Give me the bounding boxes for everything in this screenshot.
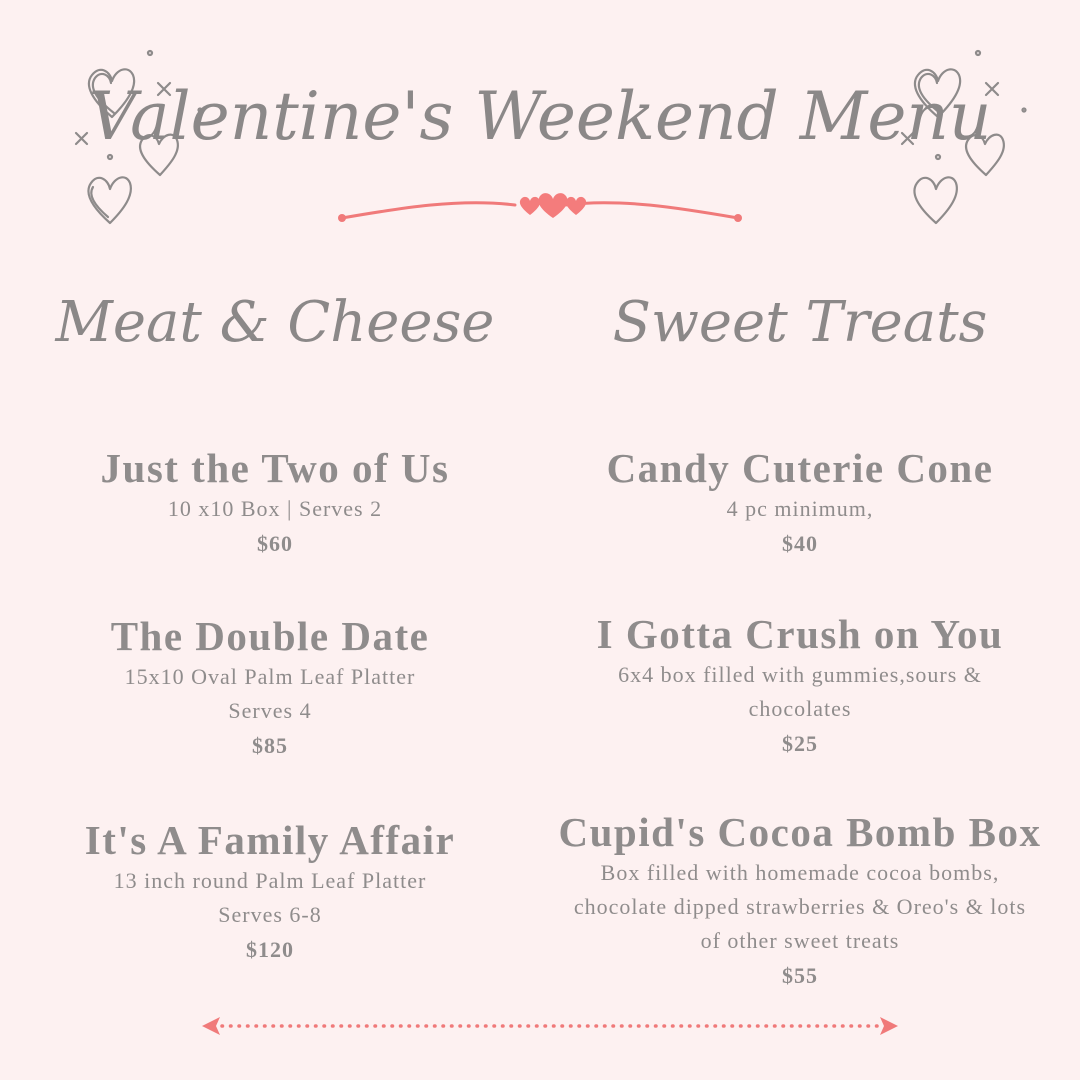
item-price: $60: [257, 531, 293, 556]
item-description: of other sweet treats: [700, 928, 900, 953]
item-name: Just the Two of Us: [100, 445, 450, 491]
item-name: It's A Family Affair: [84, 817, 456, 863]
item-description: 6x4 box filled with gummies,sours &: [618, 662, 982, 687]
menu-item: [530, 808, 1070, 994]
item-name: Candy Cuterie Cone: [606, 445, 994, 491]
menu-item: [530, 610, 1070, 762]
item-price: $25: [782, 731, 818, 756]
menu-title: Valentine's Weekend Menu: [88, 78, 992, 155]
section-title-meat-cheese: Meat & Cheese: [55, 290, 495, 355]
item-description: 10 x10 Box | Serves 2: [167, 496, 383, 521]
item-description: Serves 4: [228, 698, 312, 723]
item-price: $120: [246, 937, 294, 962]
item-price: $55: [782, 963, 818, 988]
hearts-divider-icon: [320, 188, 760, 228]
item-description: chocolate dipped strawberries & Oreo's & lots: [573, 894, 1027, 919]
section-title-sweet-treats: Sweet Treats: [612, 290, 988, 355]
menu-item: [5, 444, 545, 562]
item-description: chocolates: [748, 696, 852, 721]
item-name: Cupid's Cocoa Bomb Box: [558, 809, 1042, 855]
item-description: Box filled with homemade cocoa bombs,: [600, 860, 1000, 885]
menu-item: [0, 816, 540, 968]
item-price: $85: [252, 733, 288, 758]
item-description: 4 pc minimum,: [726, 496, 874, 521]
item-price: $40: [782, 531, 818, 556]
item-name: The Double Date: [110, 613, 430, 659]
item-name: I Gotta Crush on You: [596, 611, 1004, 657]
menu-item: [530, 444, 1070, 562]
item-description: 15x10 Oval Palm Leaf Platter: [124, 664, 416, 689]
dotted-arrow-divider-icon: [200, 1014, 900, 1038]
item-description: 13 inch round Palm Leaf Platter: [113, 868, 427, 893]
menu-item: [0, 612, 540, 764]
item-description: Serves 6-8: [218, 902, 322, 927]
